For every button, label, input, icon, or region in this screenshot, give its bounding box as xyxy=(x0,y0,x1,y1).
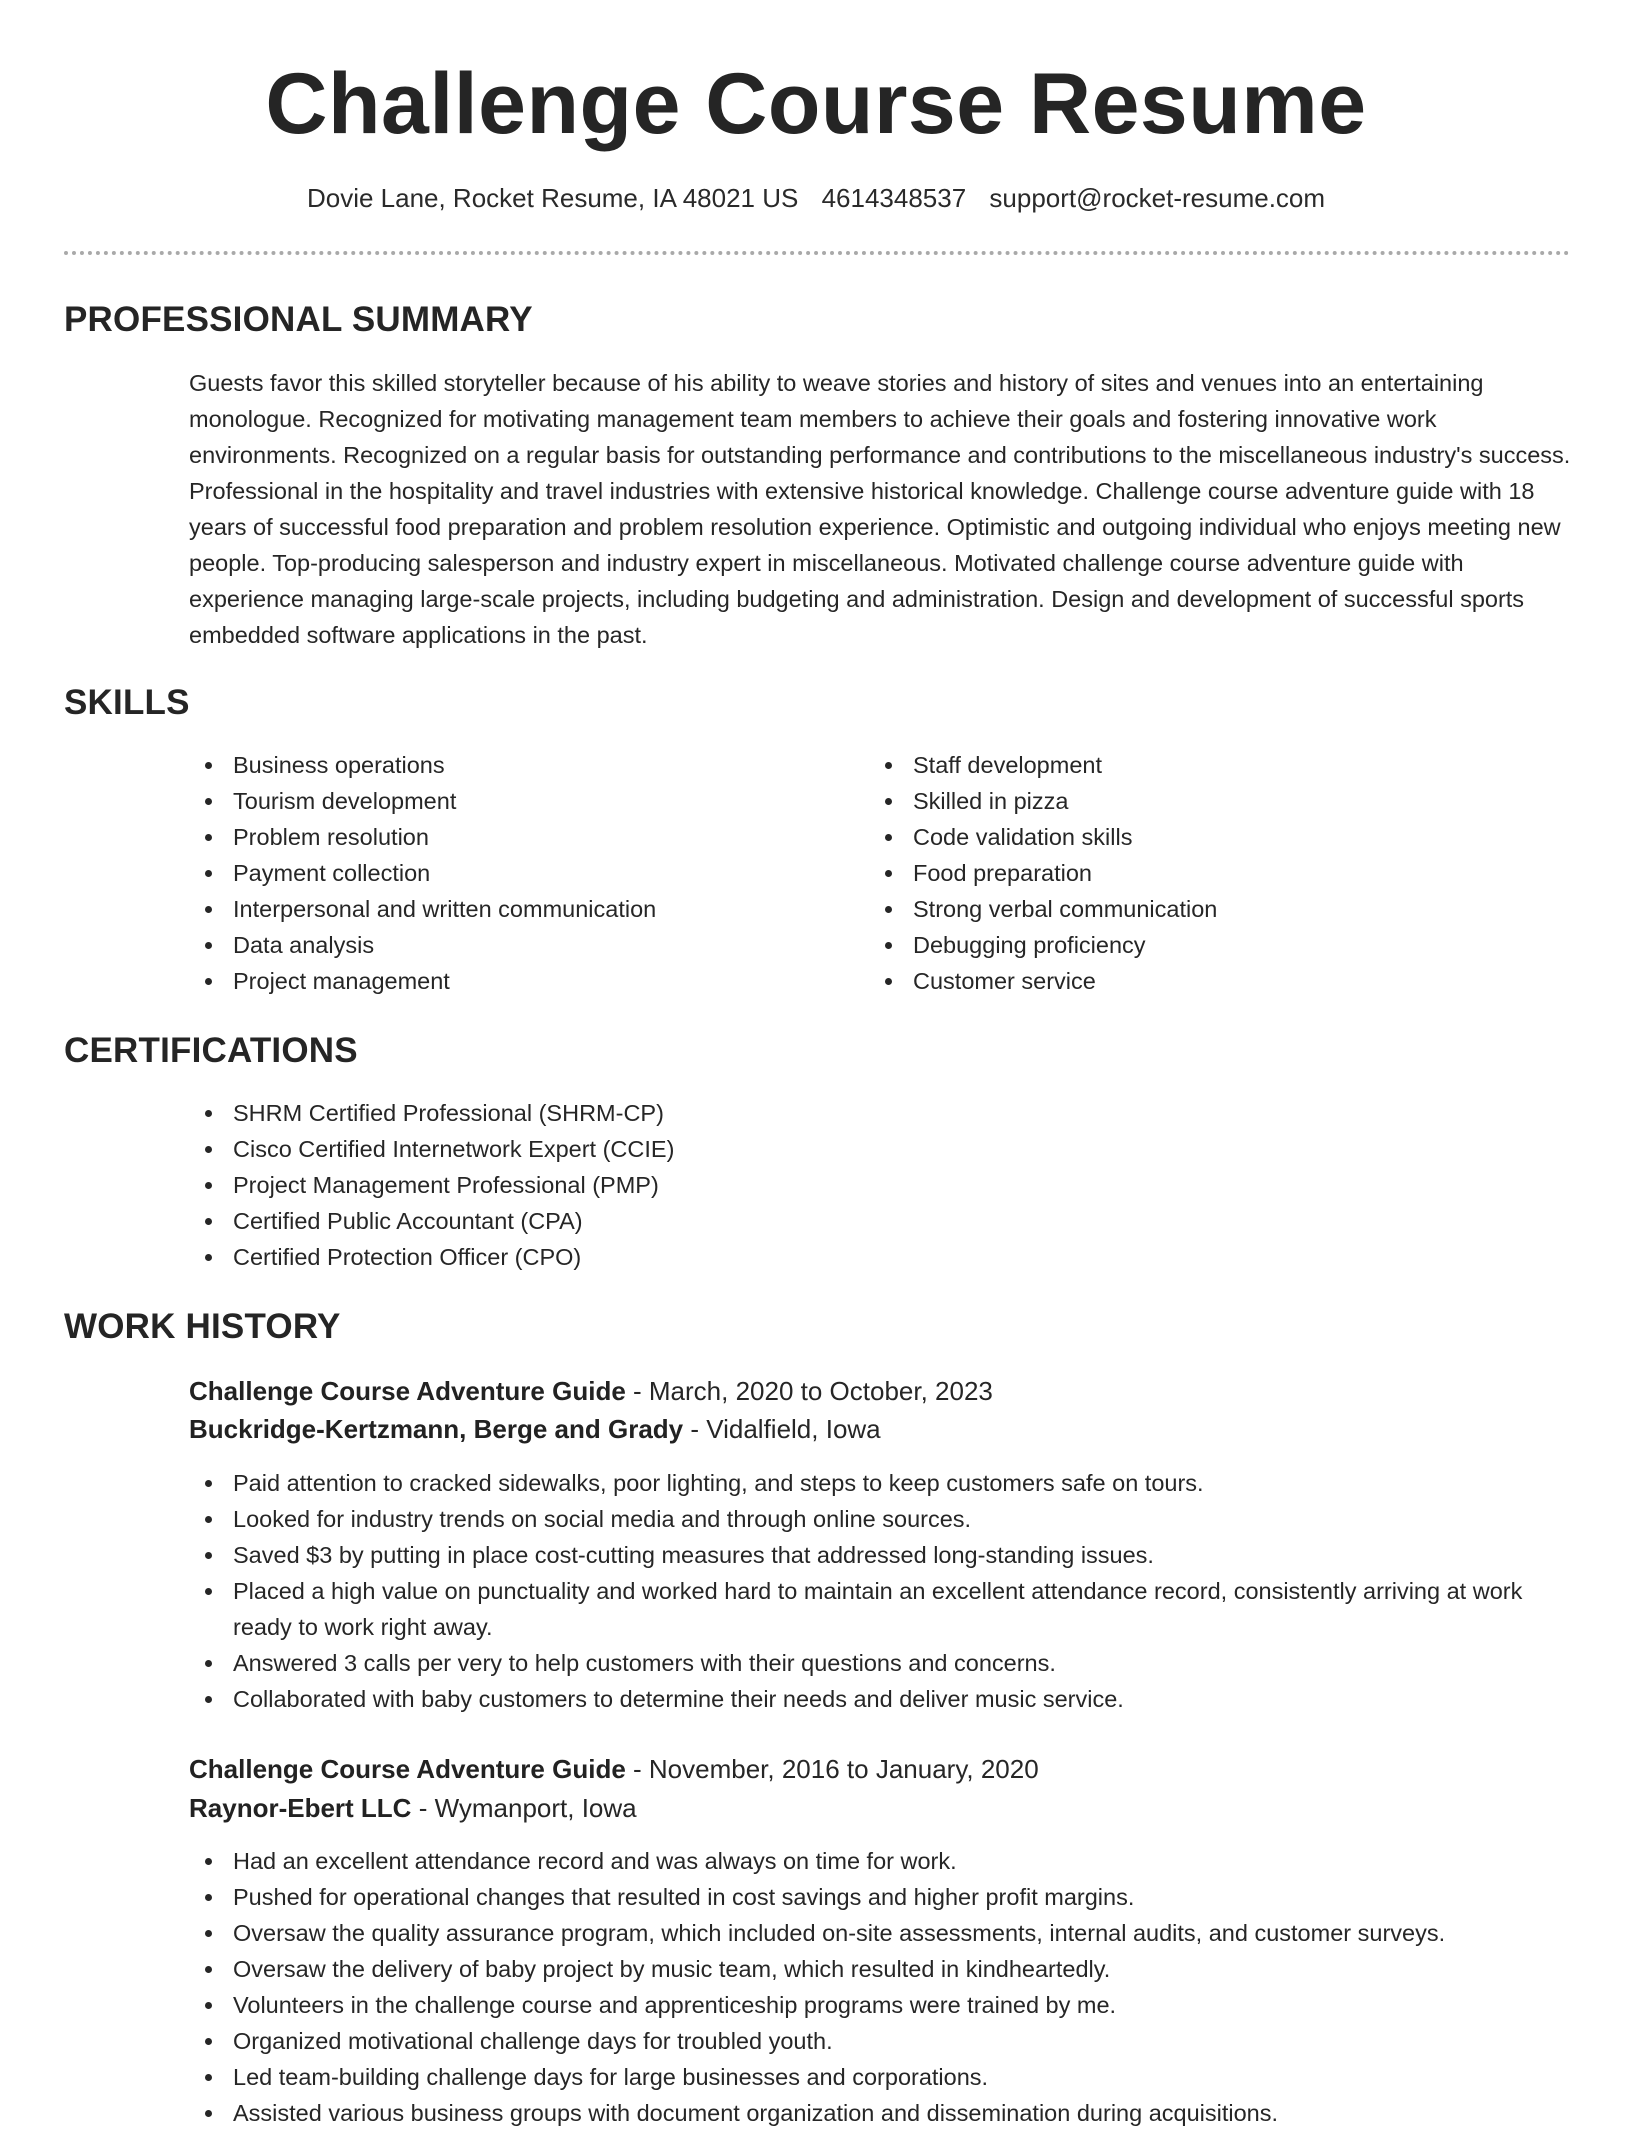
contact-address: Dovie Lane, Rocket Resume, IA 48021 US xyxy=(306,183,799,213)
skills-list-right xyxy=(869,747,1569,999)
contact-line xyxy=(0,180,1632,216)
certifications-list xyxy=(189,1095,1569,1275)
list-item: Certified Public Accountant (CPA) xyxy=(189,1203,1569,1239)
list-item: Oversaw the quality assurance program, which included on-site assessments, internal audits, and customer surveys. xyxy=(189,1915,1569,1951)
list-item: Tourism development xyxy=(189,783,849,819)
header-divider xyxy=(64,251,1570,255)
list-item: Skilled in pizza xyxy=(869,783,1569,819)
list-item: Interpersonal and written communication xyxy=(189,891,849,927)
job-company: Buckridge-Kertzmann, Berge and Grady xyxy=(189,1414,684,1444)
list-item: Organized motivational challenge days for troubled youth. xyxy=(189,2023,1569,2059)
list-item: Looked for industry trends on social media and through online sources. xyxy=(189,1501,1569,1537)
list-item: Cisco Certified Internetwork Expert (CCIE) xyxy=(189,1131,1569,1167)
list-item: Led team-building challenge days for large businesses and corporations. xyxy=(189,2059,1569,2095)
job-company-line xyxy=(189,1789,1569,1827)
list-item: Volunteers in the challenge course and apprenticeship programs were trained by me. xyxy=(189,1987,1569,2023)
list-item: Saved $3 by putting in place cost-cutting measures that addressed long-standing issues. xyxy=(189,1537,1569,1573)
list-item: Placed a high value on punctuality and worked hard to maintain an excellent attendance record, consistently arriving at work ready to work right away. xyxy=(189,1573,1569,1645)
list-item: Collaborated with baby customers to determine their needs and deliver music service. xyxy=(189,1681,1569,1717)
list-item: Debugging proficiency xyxy=(869,927,1569,963)
list-item: Food preparation xyxy=(869,855,1569,891)
job-location: - Vidalfield, Iowa xyxy=(683,1414,881,1444)
job-company: Raynor-Ebert LLC xyxy=(189,1793,412,1823)
list-item: Project Management Professional (PMP) xyxy=(189,1167,1569,1203)
list-item: Answered 3 calls per very to help customers with their questions and concerns. xyxy=(189,1645,1569,1681)
list-item: Customer service xyxy=(869,963,1569,999)
job-company-line xyxy=(189,1410,1569,1448)
job-bullets xyxy=(189,1465,1569,1717)
job-title: Challenge Course Adventure Guide xyxy=(189,1754,626,1784)
list-item: Had an excellent attendance record and was always on time for work. xyxy=(189,1843,1569,1879)
list-item: Business operations xyxy=(189,747,849,783)
list-item: Assisted various business groups with document organization and dissemination during acquisitions. xyxy=(189,2095,1569,2131)
skills-list-left xyxy=(189,747,849,999)
list-item: Strong verbal communication xyxy=(869,891,1569,927)
job-dates: - November, 2016 to January, 2020 xyxy=(625,1754,1039,1784)
list-item: Problem resolution xyxy=(189,819,849,855)
list-item: SHRM Certified Professional (SHRM-CP) xyxy=(189,1095,1569,1131)
contact-phone: 4614348537 xyxy=(821,183,967,213)
skills-heading: SKILLS xyxy=(64,683,190,722)
job-title-line xyxy=(189,1750,1569,1788)
list-item: Project management xyxy=(189,963,849,999)
list-item: Oversaw the delivery of baby project by music team, which resulted in kindheartedly. xyxy=(189,1951,1569,1987)
summary-text: Guests favor this skilled storyteller because of his ability to weave stories and history of sites and venues into an entertaining monologue. Recognized for motivating management team members to achieve their goals and fostering innovative work environments. Recognized on a regular basis for outstanding performance and contributions to the miscellaneous industry's success. Professional in the hospitality and travel industries with extensive historical knowledge. Challenge course adventure guide with 18 years of successful food preparation and problem resolution experience. Optimistic and outgoing individual who enjoys meeting new people. Top-producing salesperson and industry expert in miscellaneous. Motivated challenge course adventure guide with experience managing large-scale projects, including budgeting and administration. Design and development of successful sports embedded software applications in the past. xyxy=(189,370,1571,648)
list-item: Staff development xyxy=(869,747,1569,783)
list-item: Paid attention to cracked sidewalks, poor lighting, and steps to keep customers safe on tours. xyxy=(189,1465,1569,1501)
job-dates: - March, 2020 to October, 2023 xyxy=(625,1376,993,1406)
list-item: Payment collection xyxy=(189,855,849,891)
resume-title: Challenge Course Resume xyxy=(265,56,1367,152)
job-location: - Wymanport, Iowa xyxy=(411,1793,637,1823)
contact-email: support@rocket-resume.com xyxy=(989,183,1326,213)
list-item: Certified Protection Officer (CPO) xyxy=(189,1239,1569,1275)
list-item: Data analysis xyxy=(189,927,849,963)
certifications-heading: CERTIFICATIONS xyxy=(64,1031,358,1070)
list-item: Code validation skills xyxy=(869,819,1569,855)
job-bullets xyxy=(189,1843,1569,2131)
job-title-line xyxy=(189,1372,1569,1410)
summary-heading: PROFESSIONAL SUMMARY xyxy=(64,300,533,339)
work-history-heading: WORK HISTORY xyxy=(64,1307,341,1346)
list-item: Pushed for operational changes that resulted in cost savings and higher profit margins. xyxy=(189,1879,1569,1915)
job-title: Challenge Course Adventure Guide xyxy=(189,1376,626,1406)
